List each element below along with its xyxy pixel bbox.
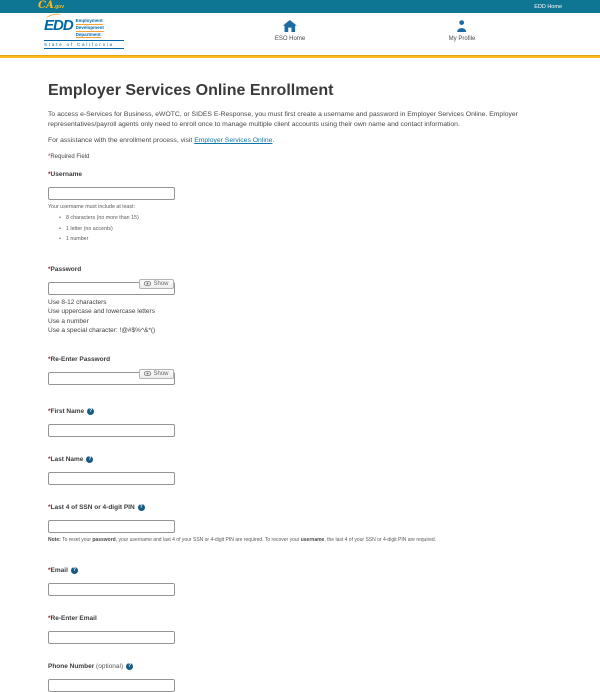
help-icon[interactable]: ?	[139, 504, 143, 511]
password-group	[48, 266, 560, 335]
edd-home-link[interactable]: EDD Home	[534, 3, 562, 10]
show-label: Show	[153, 280, 169, 287]
edd-logo-state: State of California	[44, 40, 124, 49]
reenter-email-label: *Re-Enter Email	[48, 615, 97, 623]
username-group	[48, 171, 560, 242]
show-label: Show	[153, 370, 169, 377]
first-name-input[interactable]	[48, 424, 175, 437]
required-field-label: Required Field	[50, 154, 90, 160]
utility-bar	[0, 0, 600, 13]
nav-eso-home-label: ESO Home	[274, 36, 306, 42]
username-helper: Your username must include at least:	[48, 204, 135, 210]
site-header	[0, 13, 600, 55]
required-asterisk: *	[48, 567, 51, 575]
reenter-email-group	[48, 615, 560, 644]
ssn-group	[48, 504, 560, 543]
assistance-prefix: For assistance with the enrollment process, visit	[48, 137, 195, 144]
assistance-suffix: .	[272, 137, 275, 144]
required-asterisk: *	[48, 504, 51, 512]
phone-input[interactable]	[48, 679, 175, 692]
ssn-note: Note: To reset your password, your username and last 4 of your SSN or 4-digit PIN are required. To recover your username, the last 4 of your SSN or 4-digit PIN are required.	[48, 537, 437, 544]
help-icon[interactable]: ?	[89, 408, 93, 415]
cagov-logo-gov: .gov	[53, 4, 64, 10]
last-name-label: *Last Name ?	[48, 456, 92, 464]
username-rules-list	[66, 215, 560, 242]
edd-logo-acronym: EDD	[44, 18, 73, 33]
last-name-group	[48, 456, 560, 485]
nav-my-profile[interactable]	[449, 20, 476, 42]
password-show-button[interactable]	[139, 279, 173, 289]
password-label: *Password	[48, 266, 82, 273]
edd-logo-dept	[76, 18, 104, 38]
reenter-password-show-button[interactable]	[139, 369, 173, 379]
email-input[interactable]	[48, 583, 175, 596]
required-field-note	[48, 154, 560, 160]
eye-icon	[144, 281, 151, 286]
last-name-input[interactable]	[48, 472, 175, 485]
person-icon	[456, 20, 468, 32]
username-rule: • 1 number	[66, 236, 560, 242]
password-rule: Use 8-12 characters	[48, 299, 107, 306]
required-asterisk: *	[48, 615, 51, 623]
edd-swoosh-icon	[45, 12, 62, 22]
edd-dept-line: Department	[75, 31, 101, 37]
ssn-input[interactable]	[48, 520, 175, 533]
required-asterisk: *	[48, 154, 51, 160]
username-rule: • 8 characters (no more than 15)	[66, 215, 560, 221]
intro-paragraph: To access e-Services for Business, eWOTC, or SIDES E-Response, you must first create a username and password in Employer Services Online. Employer representatives/payroll agents only need to enroll once to manage multiple client accounts using their own name and contact information.	[48, 111, 518, 128]
required-asterisk: *	[48, 266, 51, 273]
first-name-group	[48, 408, 560, 437]
employer-services-online-link[interactable]: Employer Services Online	[194, 137, 273, 144]
nav-eso-home[interactable]	[275, 20, 305, 42]
email-label: *Email ?	[48, 567, 76, 575]
home-icon	[283, 20, 297, 32]
required-asterisk: *	[48, 171, 51, 178]
help-icon[interactable]: ?	[128, 663, 132, 670]
phone-group	[48, 663, 560, 692]
reenter-password-label: *Re-Enter Password	[48, 356, 111, 364]
page-title: Employer Services Online Enrollment	[48, 82, 334, 99]
reenter-password-group	[48, 356, 560, 385]
edd-dept-line: Development	[75, 24, 104, 30]
reenter-email-input[interactable]	[48, 631, 175, 644]
ssn-label: *Last 4 of SSN or 4-digit PIN ?	[48, 504, 143, 512]
required-asterisk: *	[48, 456, 51, 464]
first-name-label: *First Name ?	[48, 408, 93, 416]
edd-dept-line: Employment	[75, 18, 103, 23]
phone-optional-label: (optional)	[96, 663, 124, 671]
help-icon[interactable]: ?	[72, 567, 76, 574]
required-asterisk: *	[48, 408, 51, 416]
main-content	[0, 58, 600, 692]
phone-label: Phone Number (optional) ?	[48, 663, 132, 671]
password-rule: Use a number	[48, 317, 89, 325]
username-label: *Username	[48, 171, 82, 178]
password-rules	[48, 298, 560, 335]
help-icon[interactable]: ?	[88, 456, 92, 463]
nav-my-profile-label: My Profile	[448, 36, 476, 42]
assistance-line	[48, 136, 560, 145]
edd-logo[interactable]	[44, 18, 124, 49]
eye-icon	[144, 371, 151, 376]
cagov-logo-ca: CA	[38, 0, 54, 11]
cagov-logo[interactable]	[38, 1, 64, 12]
username-rule: • 1 letter (no accents)	[66, 226, 560, 232]
username-input[interactable]	[48, 187, 175, 200]
email-group	[48, 567, 560, 596]
required-asterisk: *	[48, 356, 51, 364]
password-rule: Use uppercase and lowercase letters	[48, 308, 155, 316]
password-rule: Use a special character: !@#$%^&*()	[48, 326, 156, 334]
